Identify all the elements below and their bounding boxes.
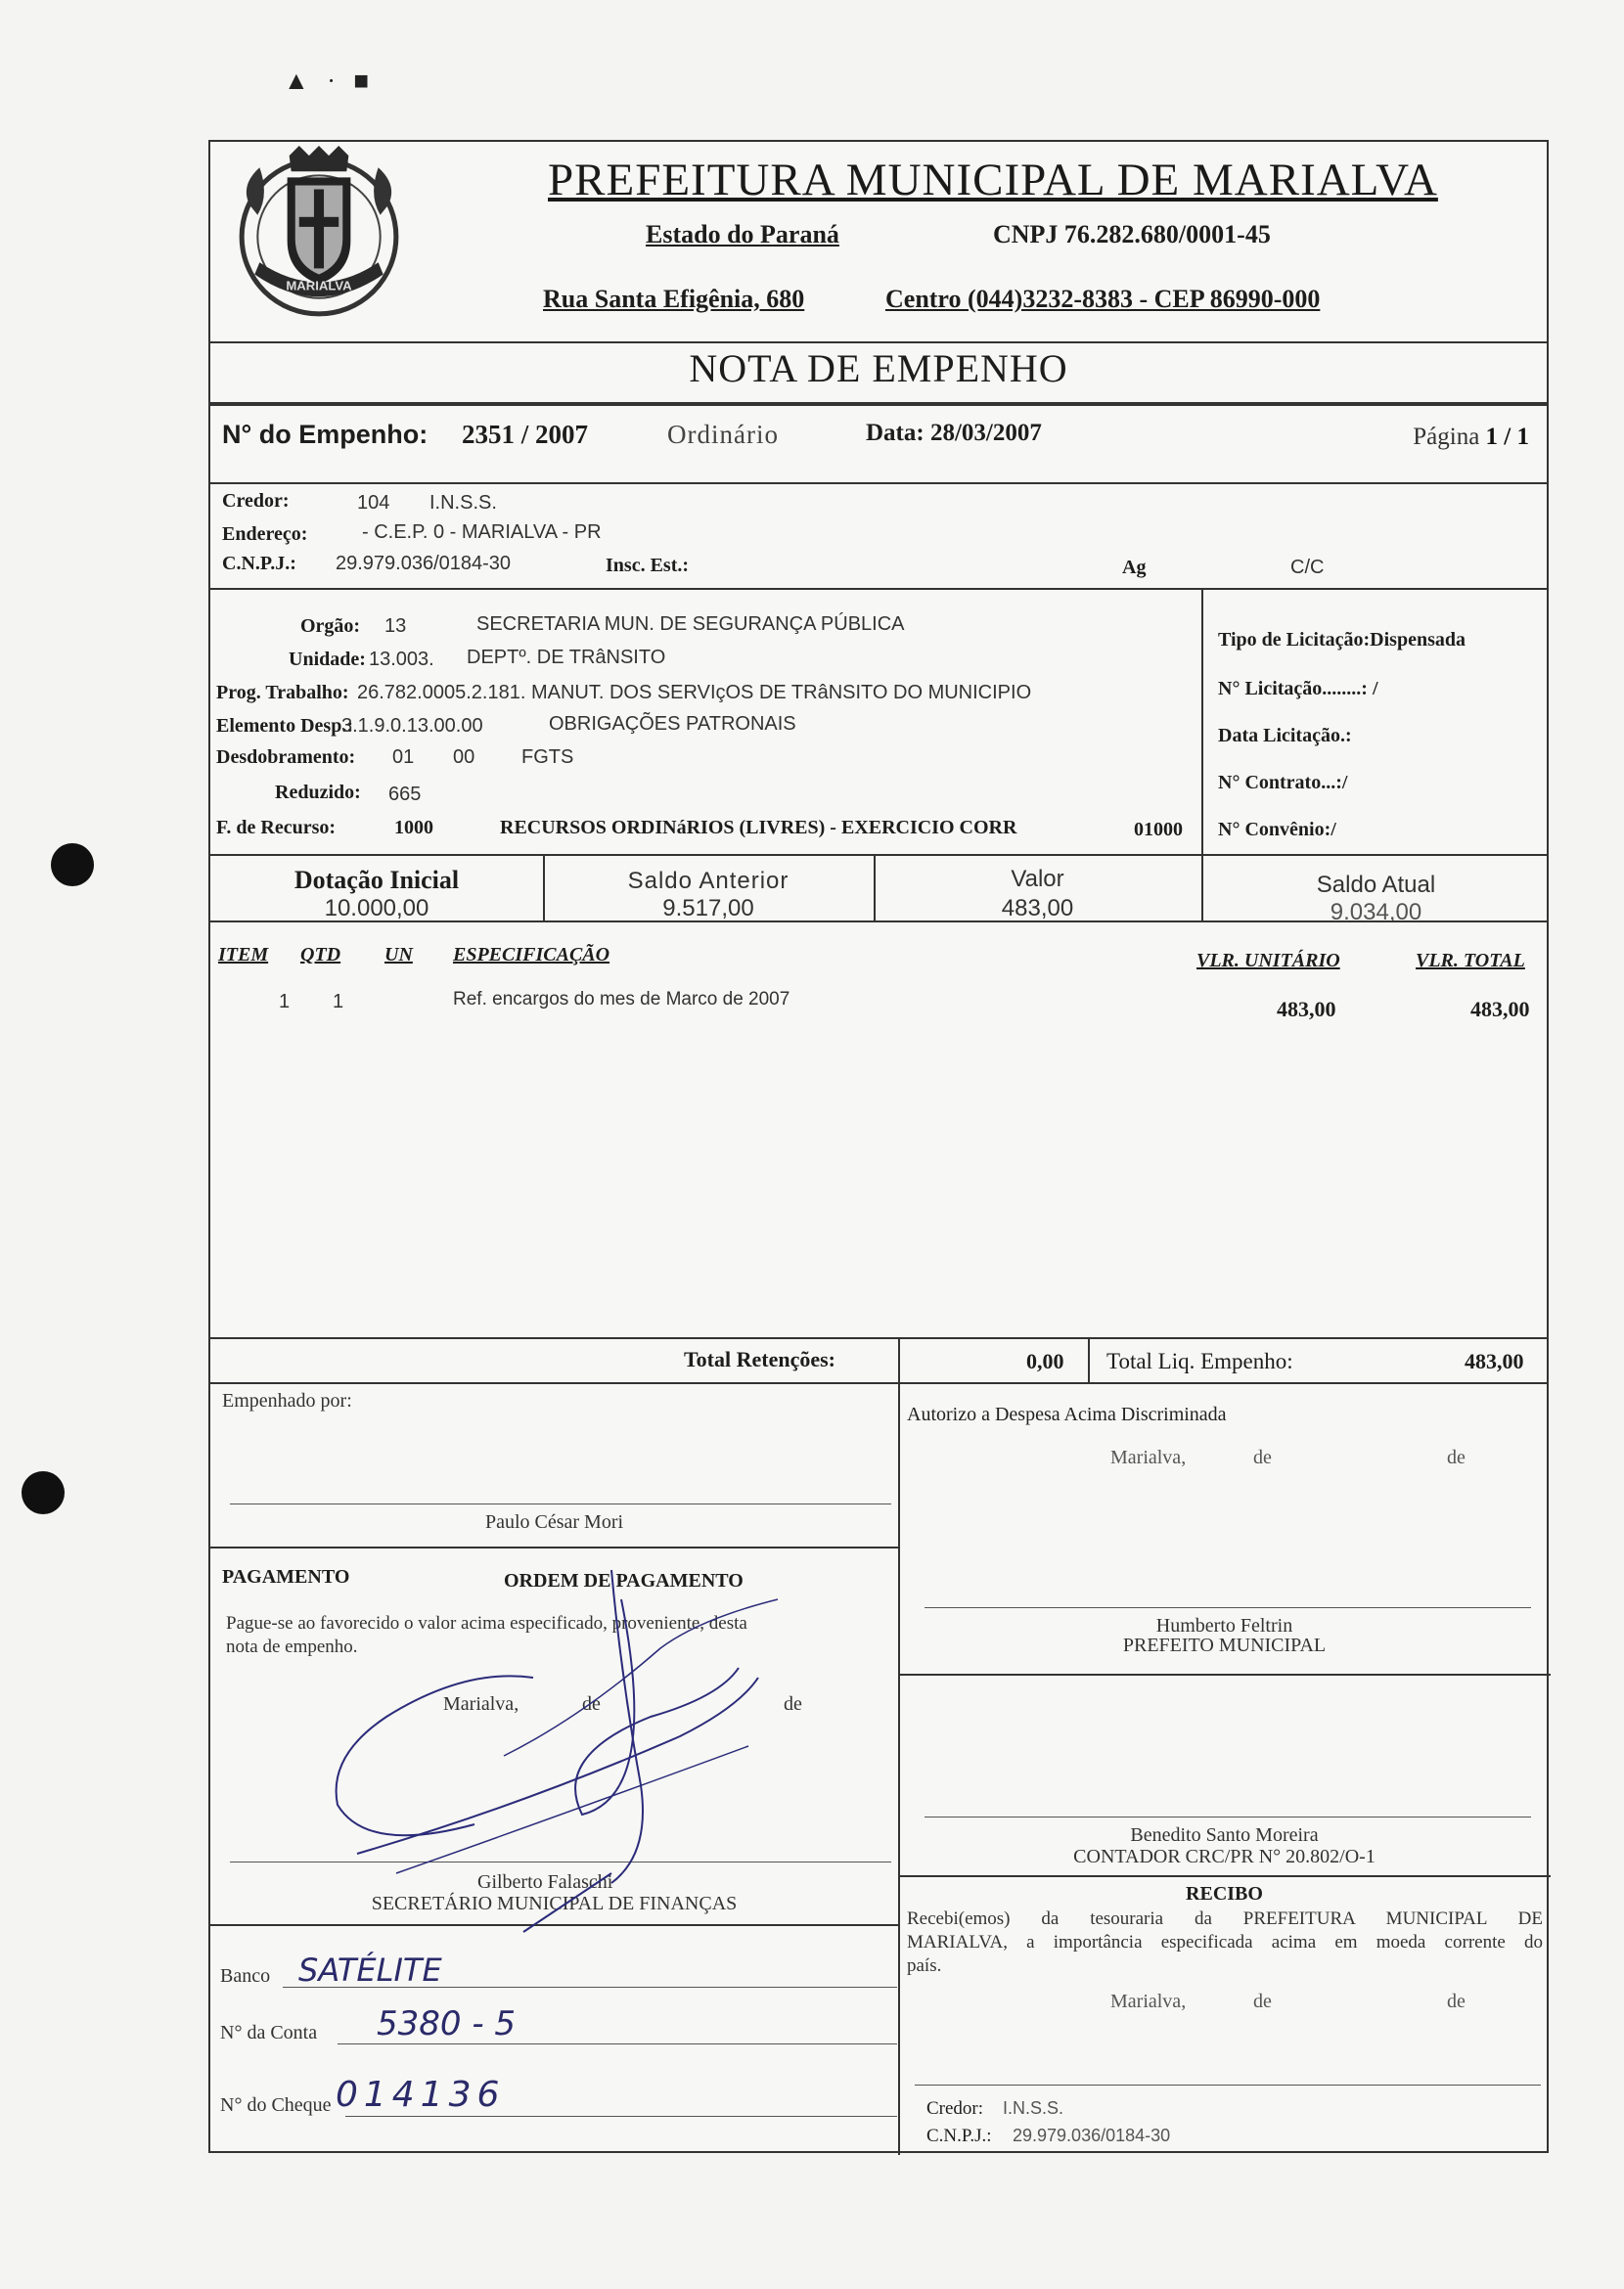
desdobramento-label: Desdobramento: bbox=[216, 746, 356, 768]
prefeitura-contact: Centro (044)3232-8383 - CEP 86990-000 bbox=[885, 285, 1321, 313]
conta-handwritten: 5380 - 5 bbox=[377, 2004, 517, 2043]
elemento-label: Elemento Desp.: bbox=[216, 715, 353, 737]
recibo-cnpj-value: 29.979.036/0184-30 bbox=[1013, 2126, 1171, 2145]
item-especificacao: Ref. encargos do mes de Marco de 2007 bbox=[453, 989, 790, 1010]
col-item-header: ITEM bbox=[218, 944, 269, 965]
reduzido-value: 665 bbox=[388, 784, 422, 805]
recibo-text-1: Recebi(emos) da tesouraria da PREFEITURA MUNICIPAL DE bbox=[907, 1908, 1543, 1929]
recibo-de-1: de bbox=[1253, 1991, 1272, 2012]
desdobramento-name: FGTS bbox=[521, 746, 574, 768]
divider bbox=[210, 1382, 1547, 1384]
ordem-de-1: de bbox=[582, 1693, 601, 1715]
contador-title: CONTADOR CRC/PR N° 20.802/O-1 bbox=[1073, 1846, 1376, 1867]
orgao-code: 13 bbox=[384, 615, 407, 637]
col-total-header: VLR. TOTAL bbox=[1416, 950, 1525, 971]
numero-convenio: N° Convênio:/ bbox=[1218, 819, 1336, 840]
item-total-value: 483,00 bbox=[1470, 997, 1530, 1021]
pague-se-text-2: nota de empenho. bbox=[226, 1637, 358, 1657]
pague-se-text-1: Pague-se ao favorecido o valor acima especificado, proveniente, desta bbox=[226, 1613, 747, 1634]
autorizo-marialva: Marialva, bbox=[1110, 1447, 1187, 1468]
signature-scribble bbox=[328, 1560, 836, 1971]
signature-line bbox=[925, 1607, 1531, 1608]
empenho-date: Data: 28/03/2007 bbox=[866, 420, 1042, 446]
numero-contrato: N° Contrato...:/ bbox=[1218, 772, 1348, 793]
recibo-title: RECIBO bbox=[1186, 1883, 1263, 1905]
prefeitura-cnpj: CNPJ 76.282.680/0001-45 bbox=[993, 220, 1271, 248]
dotacao-inicial-value: 10.000,00 bbox=[324, 895, 429, 921]
prog-trabalho-value: 26.782.0005.2.181. MANUT. DOS SERVIçOS DE TRâNSITO DO MUNICIPIO bbox=[357, 682, 1032, 703]
tipo-licitacao: Tipo de Licitação:Dispensada bbox=[1218, 629, 1466, 651]
banco-handwritten: SATÉLITE bbox=[298, 1952, 442, 1989]
credor-name: I.N.S.S. bbox=[429, 492, 497, 514]
fonte-recurso-code: 1000 bbox=[394, 817, 433, 838]
valor-label: Valor bbox=[1011, 866, 1064, 892]
divider bbox=[210, 588, 1547, 590]
punch-hole-bottom bbox=[22, 1471, 65, 1514]
credor-cnpj-label: C.N.P.J.: bbox=[222, 553, 296, 574]
page-corner-marks: ▲ · ■ bbox=[284, 67, 376, 95]
col-un-header: UN bbox=[384, 944, 413, 965]
conta-label: N° da Conta bbox=[220, 2022, 318, 2043]
empenho-type: Ordinário bbox=[667, 420, 779, 449]
divider bbox=[210, 1337, 1547, 1339]
divider-vertical bbox=[898, 1382, 900, 2155]
contador-name: Benedito Santo Moreira bbox=[1130, 1824, 1319, 1846]
empenhado-por-name: Paulo César Mori bbox=[484, 1511, 624, 1533]
elemento-name: OBRIGAÇÕES PATRONAIS bbox=[549, 713, 796, 735]
page-value: 1 / 1 bbox=[1485, 424, 1529, 450]
divider-vertical bbox=[1088, 1337, 1090, 1382]
secretario-name: Gilberto Falaschi bbox=[477, 1871, 613, 1893]
fonte-recurso-code2: 01000 bbox=[1134, 819, 1183, 840]
insc-est-label: Insc. Est.: bbox=[606, 555, 690, 576]
secretario-title: SECRETÁRIO MUNICIPAL DE FINANÇAS bbox=[371, 1893, 738, 1914]
endereco-value: - C.E.P. 0 - MARIALVA - PR bbox=[362, 521, 602, 543]
punch-hole-top bbox=[51, 843, 94, 886]
cheque-line bbox=[345, 2116, 897, 2117]
crest-text: MARIALVA bbox=[286, 278, 352, 293]
pagamento-label: PAGAMENTO bbox=[222, 1566, 350, 1588]
prog-trabalho-label: Prog. Trabalho: bbox=[216, 682, 349, 703]
orgao-label: Orgão: bbox=[300, 615, 361, 637]
recibo-text-3: país. bbox=[907, 1955, 942, 1976]
divider bbox=[210, 854, 1547, 856]
divider bbox=[210, 920, 1547, 922]
saldo-anterior-label: Saldo Anterior bbox=[627, 868, 789, 894]
reduzido-label: Reduzido: bbox=[275, 782, 361, 803]
empenho-number-label: N° do Empenho: bbox=[222, 420, 429, 449]
conta-corrente-label: C/C bbox=[1290, 557, 1325, 578]
col-qtd-header: QTD bbox=[300, 944, 341, 965]
credor-code: 104 bbox=[357, 492, 390, 514]
autorizo-de-2: de bbox=[1447, 1447, 1466, 1468]
signature-line bbox=[915, 2085, 1541, 2086]
saldo-atual-label: Saldo Atual bbox=[1316, 872, 1436, 898]
ordem-marialva: Marialva, bbox=[443, 1693, 519, 1715]
municipal-crest-logo bbox=[230, 146, 408, 324]
desdobramento-b: 00 bbox=[453, 746, 475, 768]
divider bbox=[210, 402, 1547, 406]
credor-label: Credor: bbox=[222, 490, 290, 512]
item-unit-value: 483,00 bbox=[1277, 997, 1336, 1021]
cheque-label: N° do Cheque bbox=[220, 2094, 332, 2116]
saldo-atual-value: 9.034,00 bbox=[1330, 899, 1422, 925]
banco-label: Banco bbox=[220, 1965, 271, 1987]
page-indicator bbox=[1413, 424, 1529, 451]
dotacao-inicial-label: Dotação Inicial bbox=[293, 866, 460, 894]
orgao-name: SECRETARIA MUN. DE SEGURANÇA PÚBLICA bbox=[476, 613, 905, 635]
state-name: Estado do Paraná bbox=[646, 220, 839, 248]
document-title: NOTA DE EMPENHO bbox=[689, 346, 1068, 390]
divider bbox=[210, 482, 1547, 484]
prefeito-name: Humberto Feltrin bbox=[1155, 1615, 1293, 1637]
ordem-de-2: de bbox=[784, 1693, 802, 1715]
prefeito-title: PREFEITO MUNICIPAL bbox=[1122, 1635, 1327, 1656]
empenho-number: 2351 / 2007 bbox=[462, 420, 589, 449]
nota-de-empenho-form bbox=[208, 140, 1549, 2153]
divider-vertical bbox=[1201, 588, 1203, 866]
unidade-label: Unidade: bbox=[289, 649, 366, 670]
fonte-recurso-name: RECURSOS ORDINáRIOS (LIVRES) - EXERCICIO CORR bbox=[500, 817, 1017, 838]
elemento-code: 3.1.9.0.13.00.00 bbox=[341, 715, 483, 737]
ordem-pagamento-label: ORDEM DE PAGAMENTO bbox=[504, 1570, 744, 1592]
item-number: 1 bbox=[279, 991, 291, 1012]
autorizo-label: Autorizo a Despesa Acima Discriminada bbox=[907, 1404, 1227, 1425]
divider bbox=[210, 1547, 898, 1548]
autorizo-de-1: de bbox=[1253, 1447, 1272, 1468]
prefeitura-address: Rua Santa Efigênia, 680 bbox=[543, 285, 805, 313]
col-unitario-header: VLR. UNITÁRIO bbox=[1196, 950, 1340, 971]
col-especificacao-header: ESPECIFICAÇÃO bbox=[453, 944, 610, 965]
prefeitura-title: PREFEITURA MUNICIPAL DE MARIALVA bbox=[548, 155, 1438, 205]
desdobramento-a: 01 bbox=[392, 746, 415, 768]
cheque-handwritten: 014136 bbox=[336, 2075, 506, 2115]
divider bbox=[898, 1674, 1551, 1676]
agencia-label: Ag bbox=[1122, 557, 1147, 578]
total-liquido-label: Total Liq. Empenho: bbox=[1106, 1349, 1293, 1373]
endereco-label: Endereço: bbox=[222, 523, 308, 545]
saldo-anterior-value: 9.517,00 bbox=[662, 895, 754, 921]
item-qtd: 1 bbox=[333, 991, 344, 1012]
total-liquido-value: 483,00 bbox=[1465, 1349, 1524, 1373]
recibo-credor-label: Credor: bbox=[926, 2098, 984, 2119]
total-retencoes-label: Total Retenções: bbox=[684, 1347, 835, 1371]
recibo-text-2: MARIALVA, a importância especificada acima em moeda corrente do bbox=[907, 1932, 1543, 1952]
conta-line bbox=[338, 2043, 897, 2044]
divider bbox=[898, 1875, 1551, 1877]
numero-licitacao: N° Licitação........: / bbox=[1218, 678, 1378, 699]
recibo-credor-value: I.N.S.S. bbox=[1003, 2098, 1064, 2118]
credor-cnpj-value: 29.979.036/0184-30 bbox=[336, 553, 512, 574]
recibo-de-2: de bbox=[1447, 1991, 1466, 2012]
total-retencoes-value: 0,00 bbox=[1026, 1349, 1064, 1373]
data-licitacao: Data Licitação.: bbox=[1218, 725, 1352, 746]
recibo-cnpj-label: C.N.P.J.: bbox=[926, 2126, 992, 2146]
recibo-marialva: Marialva, bbox=[1110, 1991, 1187, 2012]
unidade-code: 13.003. bbox=[369, 649, 434, 670]
page-label: Página bbox=[1413, 424, 1480, 450]
divider-vertical bbox=[898, 1337, 900, 1382]
valor-value: 483,00 bbox=[1001, 895, 1074, 921]
signature-line bbox=[925, 1817, 1531, 1818]
empenhado-por-label: Empenhado por: bbox=[222, 1390, 352, 1412]
fonte-recurso-label: F. de Recurso: bbox=[216, 817, 337, 838]
unidade-name: DEPTº. DE TRâNSITO bbox=[467, 647, 666, 668]
divider bbox=[210, 341, 1547, 343]
